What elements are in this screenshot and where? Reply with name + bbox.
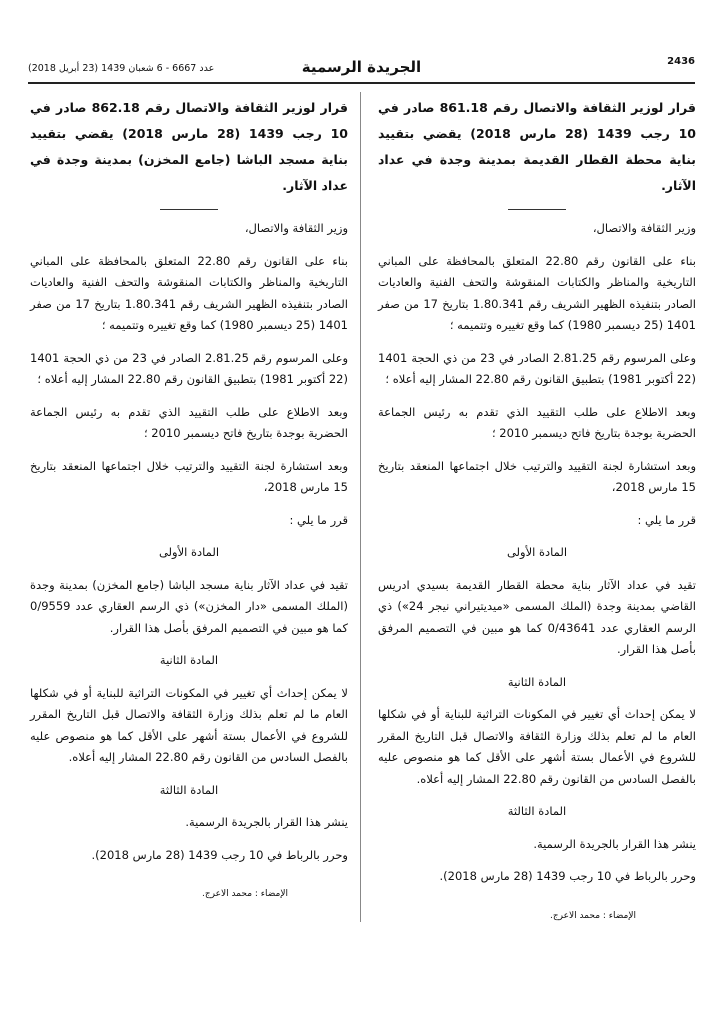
- decree-title: قرار لوزير الثقافة والاتصال رقم 861.18 صادر في 10 رجب 1439 (28 مارس 2018) يقضي بتقييد بناية محطة القطار القديمة بمدينة وجدة في عداد الآثار.: [378, 100, 696, 193]
- article-heading: المادة الثالثة: [159, 782, 219, 797]
- title-separator: [508, 209, 566, 210]
- article-text: تقيد في عداد الآثار بناية محطة القطار القديمة بسيدي ادريس القاضي بمدينة وجدة (الملك المسمى «ميديتيراني نيجر 24») ذي الرسم العقاري عدد 0/43641 كما هو مبين في التصميم المرفق بأصل هذا القرار.: [378, 577, 697, 656]
- journal-title: الجريدة الرسمية: [301, 58, 422, 76]
- article-heading: المادة الثانية: [507, 674, 567, 689]
- paragraph: وبعد استشارة لجنة التقييد والترتيب خلال اجتماعها المنعقد بتاريخ 15 مارس 2018،: [30, 458, 348, 494]
- decides-line: قرر ما يلي :: [637, 512, 696, 527]
- article-heading: المادة الثالثة: [507, 804, 567, 818]
- decree-title: قرار لوزير الثقافة والاتصال رقم 862.18 صادر في 10 رجب 1439 (28 مارس 2018) يقضي بتقييد بناية مسجد الباشا (جامع المخزن) بمدينة وجدة في عداد الآثار.: [30, 100, 348, 193]
- article-heading: المادة الأولى: [158, 545, 220, 559]
- done-at-line: وحرر بالرباط في 10 رجب 1439 (28 مارس 2018).: [439, 869, 696, 883]
- paragraph: بناء على القانون رقم 22.80 المتعلق بالمحافظة على المباني التاريخية والمناظر والكتابات المنقوشة والتحف الفنية والعاديات الصادر بتنفيذه الظهير الشريف رقم 1.80.341 بتاريخ 17 من صفر 1401 (25 ديسمبر 1980) كما وقع تغييره وتتميمه ؛: [30, 253, 349, 332]
- article-heading: المادة الثانية: [159, 653, 219, 667]
- title-separator: [160, 209, 218, 210]
- paragraph: وبعد الاطلاع على طلب التقييد الذي تقدم به رئيس الجماعة الحضرية بوجدة بتاريخ فاتح ديسمبر 2010 ؛: [378, 404, 696, 440]
- paragraph: وعلى المرسوم رقم 2.81.25 الصادر في 23 من ذي الحجة 1401 (22 أكتوبر 1981) بتطبيق القانون رقم 22.80 المشار إليه أعلاه ؛: [30, 350, 348, 386]
- minister-line: وزير الثقافة والاتصال،: [592, 221, 696, 235]
- issue-info: عدد 6667 - 6 شعبان 1439 (23 أبريل 2018): [28, 63, 215, 74]
- done-at-line: وحرر بالرباط في 10 رجب 1439 (28 مارس 2018).: [91, 847, 348, 862]
- paragraph: بناء على القانون رقم 22.80 المتعلق بالمحافظة على المباني التاريخية والمناظر والكتابات المنقوشة والتحف الفنية والعاديات الصادر بتنفيذه الظهير الشريف رقم 1.80.341 بتاريخ 17 من صفر 1401 (25 ديسمبر 1980) كما وقع تغييره وتتميمه ؛: [378, 253, 697, 332]
- signature: الإمضاء : محمد الاعرج.: [549, 910, 636, 921]
- article-text: ينشر هذا القرار بالجريدة الرسمية.: [185, 815, 348, 829]
- header-rule: [28, 82, 695, 84]
- article-text: لا يمكن إحداث أي تغيير في المكونات التراثية للبناية أو في شكلها العام ما لم تعلم بذلك وزارة الثقافة والاتصال قبل التاريخ المقرر للشروع في الأعمال بستة أشهر على الأقل كما هو منصوص عليه بالفصل السادس من القانون رقم 22.80 المشار إليه أعلاه.: [378, 707, 696, 786]
- right-column: [378, 95, 696, 927]
- signature: الإمضاء : محمد الاعرج.: [201, 889, 288, 899]
- page-header: [28, 56, 695, 82]
- page-number: 2436: [667, 56, 695, 67]
- paragraph: وبعد استشارة لجنة التقييد والترتيب خلال اجتماعها المنعقد بتاريخ 15 مارس 2018،: [378, 458, 696, 494]
- article-heading: المادة الأولى: [506, 545, 568, 559]
- column-divider: [360, 92, 361, 922]
- article-text: لا يمكن إحداث أي تغيير في المكونات التراثية للبناية أو في شكلها العام ما لم تعلم بذلك وزارة الثقافة والاتصال قبل التاريخ المقرر للشروع في الأعمال بستة أشهر على الأقل كما هو منصوص عليه بالفصل السادس من القانون رقم 22.80 المشار إليه أعلاه.: [30, 685, 348, 764]
- minister-line: وزير الثقافة والاتصال،: [244, 221, 348, 235]
- paragraph: وعلى المرسوم رقم 2.81.25 الصادر في 23 من ذي الحجة 1401 (22 أكتوبر 1981) بتطبيق القانون رقم 22.80 المشار إليه أعلاه ؛: [378, 350, 696, 386]
- decides-line: قرر ما يلي :: [289, 512, 348, 527]
- left-column: [30, 95, 348, 906]
- article-text: ينشر هذا القرار بالجريدة الرسمية.: [533, 836, 696, 851]
- article-text: تقيد في عداد الآثار بناية مسجد الباشا (جامع المخزن) بمدينة وجدة (الملك المسمى «دار المخزن») ذي الرسم العقاري عدد 0/9559 كما هو مبين في التصميم المرفق بأصل هذا القرار.: [30, 577, 348, 635]
- paragraph: وبعد الاطلاع على طلب التقييد الذي تقدم به رئيس الجماعة الحضرية بوجدة بتاريخ فاتح ديسمبر 2010 ؛: [30, 404, 348, 440]
